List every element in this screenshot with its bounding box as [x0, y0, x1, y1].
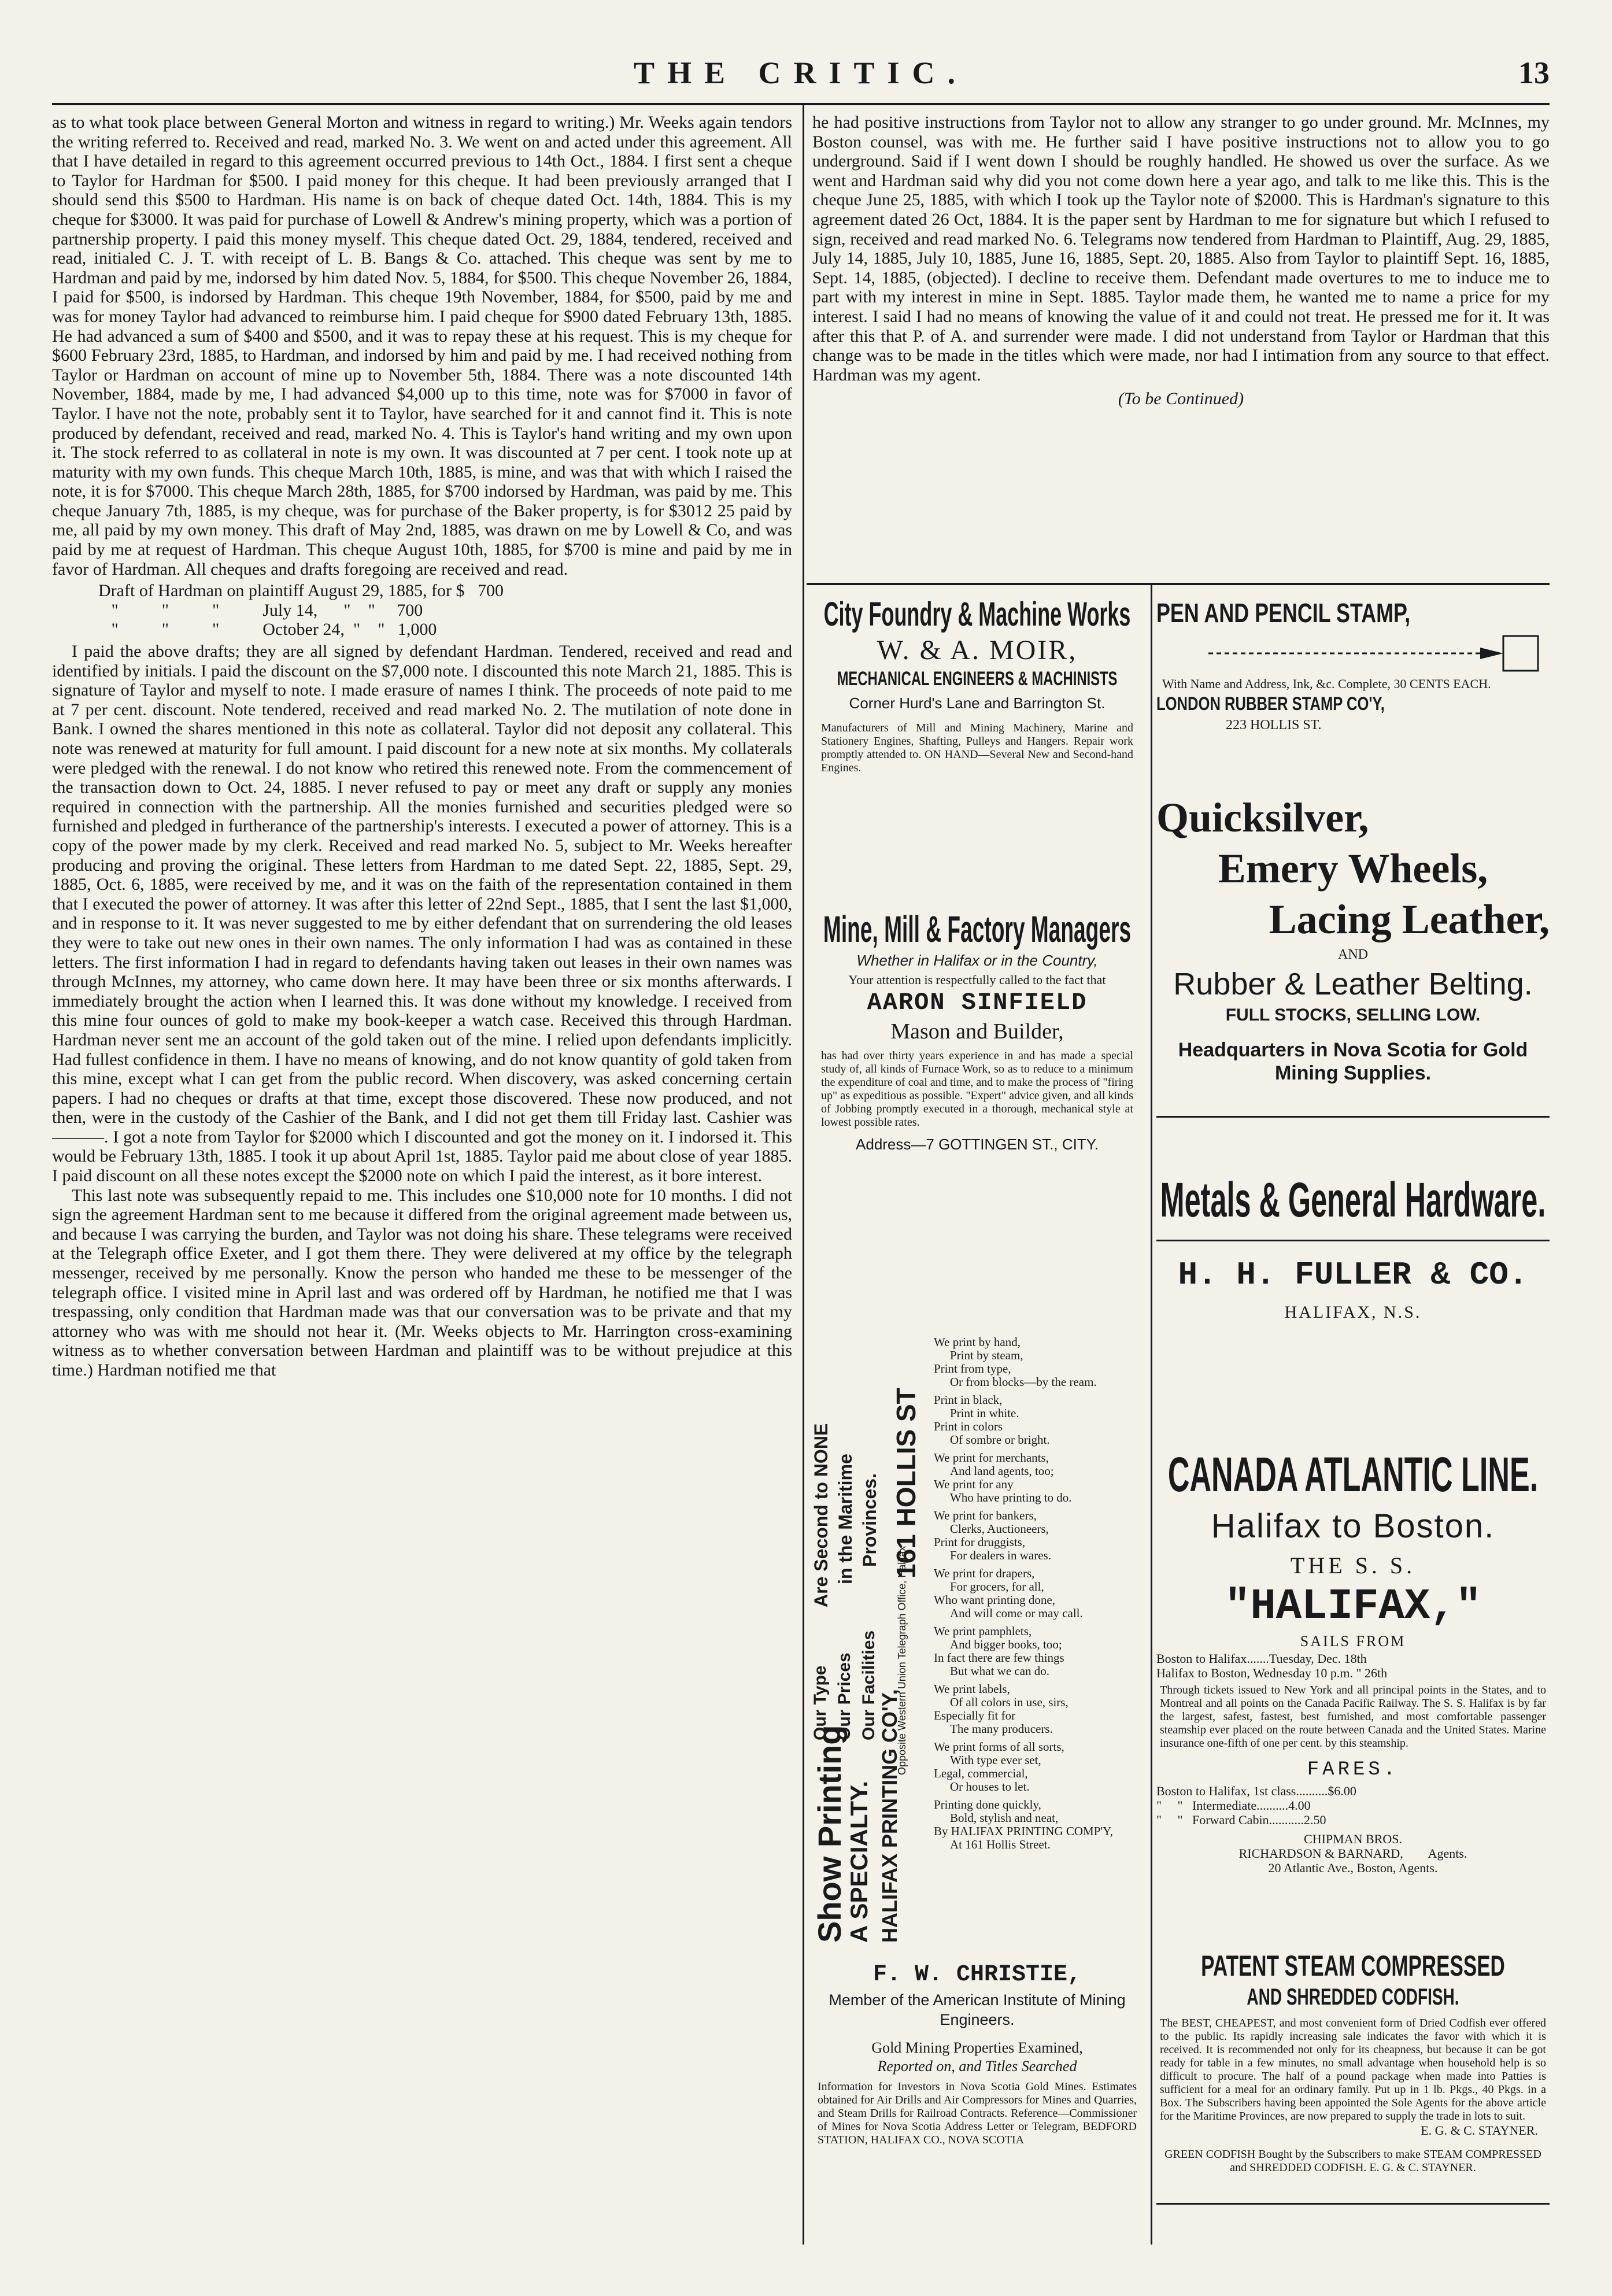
vertical-text: HALIFAX PRINTING CO'Y,	[878, 1689, 901, 1943]
to-be-continued: (To be Continued)	[1118, 389, 1244, 409]
article-paragraph: This last note was subsequently repaid to me. This includes one $10,000 note for 10 months. I did not sign the agreement Hardman sent to me because it differed from the original agreement made between us, and because I was carrying the burden, and Taylor was not doing his share. These telegrams were received at the Telegraph office Exeter, and I got them there. They were delivered at my office by the telegraph messenger, received by me personally. Know the person who handed me these to be messenger of the telegraph office. I visited mine in April last and was ordered off by Hardman, he notified me that I was trespassing, only condition that Hardman made was that our conversation was to be private and that my attorney who was with me should not hear it. (Mr. Weeks objects to Mr. Harrington cross-examining witness as to whether conversation between Hardman and plaintiff was to be without prejudice at this time.) Hardman notified me that	[52, 1185, 792, 1380]
ad-and: AND	[1338, 947, 1368, 962]
printing-verses	[934, 1336, 1145, 1856]
vertical-text: A SPECIALTY.	[845, 1780, 872, 1943]
ad-body: With Name and Address, Ink, &c. Complete, 30 CENTS EACH.	[1162, 676, 1491, 691]
ad-divider	[1156, 1116, 1550, 1118]
vertical-text: Our Facilities	[859, 1630, 878, 1740]
verse-line: For grocers, for all,	[950, 1580, 1044, 1593]
verse	[934, 1336, 1145, 1389]
ad-halifax-printing	[809, 1336, 1145, 1949]
ad-attention: Your attention is respectfully called to the fact that	[848, 973, 1106, 987]
verse-line: Especially fit for	[934, 1709, 1016, 1722]
verse-line: Who have printing to do.	[950, 1491, 1072, 1504]
ad-divider	[1156, 2203, 1550, 2205]
verse	[934, 1740, 1145, 1794]
ad-agents: 20 Atlantic Ave., Boston, Agents.	[1268, 1861, 1438, 1875]
verse-line: Bold, stylish and neat,	[950, 1811, 1059, 1825]
ad-fare: " " Forward Cabin...........2.50	[1156, 1813, 1326, 1827]
ad-aaron-sinfield	[809, 908, 1145, 1324]
verse-line: Of all colors in use, sirs,	[950, 1695, 1068, 1709]
ad-hh-fuller	[1156, 1168, 1550, 1457]
verse-line: We print labels,	[934, 1682, 1010, 1696]
verse-line: Clerks, Auctioneers,	[950, 1522, 1049, 1536]
verse-line: And bigger books, too;	[950, 1637, 1062, 1651]
ad-firm: W. & A. MOIR,	[877, 635, 1078, 665]
article-column-right	[812, 113, 1550, 575]
ad-ship-name: "HALIFAX,"	[1224, 1583, 1482, 1631]
draft-line: " " " July 14, " " 700	[98, 600, 423, 620]
ad-title: PEN AND PENCIL STAMP,	[1156, 598, 1411, 628]
verse	[934, 1567, 1145, 1620]
vertical-text: Provinces.	[859, 1473, 880, 1567]
verse	[934, 1451, 1145, 1504]
verse	[934, 1625, 1145, 1678]
vertical-text: Show Printing	[811, 1725, 848, 1943]
verse-line: Print in white.	[950, 1406, 1019, 1420]
ad-name: F. W. CHRISTIE,	[872, 1962, 1082, 1988]
ad-quicksilver	[1156, 792, 1550, 1162]
verse-line: Print by steam,	[950, 1348, 1023, 1362]
verse	[934, 1393, 1145, 1447]
verse-line: Print for druggists,	[934, 1535, 1026, 1549]
ad-subtitle: Whether in Halifax or in the Country,	[856, 952, 1098, 969]
ad-fare: " " Intermediate..........4.00	[1156, 1798, 1311, 1813]
article-paragraph: I paid the above drafts; they are all signed by defendant Hardman. Tendered, received and read and identified by initials. I paid the discount on the $7,000 note. I discounted this note March 21, 1885. This is signature of Taylor and myself to note. I made erasure of names I think. The proceeds of note paid to me at 7 per cent. discount. Note tendered, received and read marked No. 2. The mutilation of note done in Bank. I owned the shares mentioned in this note as collateral. Taylor did not deposit any collateral. This note was renewed at maturity for full amount. I paid discount for a new note at six months. My collaterals were pledged with the renewal. I do not know who retired this renewed note. From the commencement of the transaction down to Oct. 24, 1885. I never refused to pay or meet any draft or supply any monies required in connection with the partnership. All the monies furnished and securities pledged were so furnished and pledged in furtherance of the partnership's interests. I executed a power of attorney. This is a copy of the power made by my clerk. Received and read marked No. 5, subject to Mr. Weeks hereafter producing and proving the original. These letters from Hardman to me dated Sept. 22, 1885, Sept. 29, 1885, Oct. 6, 1885, were received by me, and it was on the faith of the representation contained in them that I executed the power of attorney. It was after this letter of 22nd Sept., 1885, that I sent the last $1,000, and in response to it. It was never suggested to me by either defendant that on surrendering the old leases they were to take out new ones in their own names. The only information I had was as contained in these letters. The first information I had in regard to defendants having taken out leases in their own names was through McInnes, my attorney, who came down here. It may have been three or six months afterwards. I immediately brought the action when I learned this. It was done without my knowledge. I received from this mine four ounces of gold to make my book-keeper a watch case. Received this through Hardman. Hardman never sent me an account of the gold taken out of the mine. I relied upon defendants implicitly. Had fullest confidence in them. I have no means of knowing, and do not know quantity of gold taken from this mine, except what I can get from the public record. When discovery, was asked concerning certain papers. I had no cheques or drafts at that time, except those discovered. These now produced, and not then, were in the custody of the Cashier of the Bank, and I did not get them till Friday last. Cashier was———. I got a note from Taylor for $2000 which I discounted and got the money on it. I indorsed it. This would be February 13th, 1885. I took it up about April 1st, 1885. Taylor paid me about close of year 1885. I paid discount on all these notes except the $2000 note on which I paid the interest, as it bore interest.	[52, 642, 792, 1186]
ad-signature: E. G. & C. STAYNER.	[1421, 2123, 1538, 2138]
article-column-left	[52, 113, 792, 2246]
ad-line: Headquarters in Nova Scotia for Gold Mining Supplies.	[1178, 1039, 1528, 1084]
pen-stamp-icon	[1156, 630, 1550, 676]
ad-name: H. H. FULLER & CO.	[1178, 1256, 1528, 1293]
verse-line: Who want printing done,	[934, 1593, 1055, 1607]
ad-line: FULL STOCKS, SELLING LOW.	[1225, 1005, 1481, 1025]
verse-line: In fact there are few things	[934, 1651, 1064, 1665]
ad-address: Address—7 GOTTINGEN ST., CITY.	[856, 1136, 1099, 1153]
verse-line: We print pamphlets,	[934, 1624, 1032, 1638]
article-continuation: he had positive instructions from Taylor not to allow any stranger to go under ground. Mr. McInnes, my Boston counsel, was with me. He further said I have positive instructions not to allow you to go underground. Said if I went down I should be roughly handled. He showed us over the surface. As we went and Hardman said why did you not come down here a year ago, and talk to me like this. This is the cheque June 25, 1885, with which I took up the Taylor note of $2000. This is Hardman's signature to this agreement dated 26 Oct, 1884. It is the paper sent by Hardman to me for signature but which I refused to sign, received and read marked No. 6. Telegrams now tendered from Hardman to Plaintiff, Aug. 29, 1885, July 14, 1885, July 10, 1885, June 16, 1885, Sept. 20, 1885. Also from Taylor to plaintiff Sept. 16, 1885, Sept. 14, 1885, (objected). I decline to receive them. Defendant made overtures to me to induce me to part with my interest in mine in Sept. 1885. Taylor made them, he wanted me to name a price for my interest. I said I had no means of knowing the value of it and could not treat. He pressed me for it. It was after this that P. of A. and surrender were made. I did not understand from Taylor or Hardman that this change was to be made in the titles which were made, nor had I intimation from any source to that effect. Hardman was my agent.	[812, 113, 1550, 384]
draft-line: Draft of Hardman on plaintiff August 29, 1885, for $ 700	[98, 581, 504, 601]
ad-city: HALIFAX, N.S.	[1284, 1303, 1422, 1322]
verse-line: Of sombre or bright.	[950, 1433, 1050, 1447]
header-rule	[52, 103, 1550, 105]
ad-agents: CHIPMAN BROS.	[1304, 1832, 1402, 1846]
verse-line: For dealers in wares.	[950, 1548, 1051, 1562]
ad-city-foundry	[809, 596, 1145, 919]
masthead: THE CRITIC.	[633, 56, 968, 90]
verse-line: But what we can do.	[950, 1664, 1050, 1678]
ad-line: Gold Mining Properties Examined,	[871, 2039, 1083, 2056]
verse-line: Or from blocks—by the ream.	[950, 1375, 1097, 1389]
ad-body: Information for Investors in Nova Scotia Gold Mines. Estimates obtained for Air Drills and Air Compressors for Mines and Quarries, and Steam Drills for Railroad Contracts. Reference—Commissioner of Mines for Nova Scotia Address Letter or Telegram, BEDFORD STATION, HALIFAX CO., NOVA SCOTIA	[818, 2080, 1137, 2146]
ad-body: The BEST, CHEAPEST, and most convenient form of Dried Codfish ever offered to the public. Its rapidly increasing sale indicates the favor with which it is received. It is recommended not only for its cheapness, but because it can be got ready for table in a few minutes, no small advantage when household help is so difficult to procure. The half of a pound package when made into Patties is sufficient for a meal for an ordinary family. Put up in 1 lb. Pkgs., 40 Pkgs. in a Box. The Subscribers having been appointed the Sole Agents for the above article for the Maritime Provinces, are now prepared to supply the trade in lots to suit.	[1160, 2017, 1546, 2123]
ad-fare: Boston to Halifax, 1st class..........$6.00	[1156, 1784, 1356, 1798]
verse-line: Print in black,	[934, 1393, 1003, 1407]
ad-line: Quicksilver,	[1156, 794, 1369, 841]
verse-line: Printing done quickly,	[934, 1798, 1041, 1811]
page-header	[52, 55, 1550, 101]
ad-name: AARON SINFIELD	[867, 989, 1088, 1016]
ad-subtitle: MECHANICAL ENGINEERS & MACHINISTS	[837, 668, 1118, 690]
vertical-text: Are Second to NONE	[811, 1423, 831, 1607]
vertical-text: Our Type	[811, 1665, 830, 1740]
verse	[934, 1683, 1145, 1736]
ad-company: LONDON RUBBER STAMP CO'Y,	[1156, 693, 1385, 714]
page-number: 13	[1518, 56, 1550, 90]
ad-body: Through tickets issued to New York and all principal points in the States, and to Montreal and all points on the Canada Pacific Railway. The S. S. Halifax is by far the largest, safest, fastest, best furnished, and most comfortable passenger steamship ever placed on the route between Canada and the United States. Marine insurance one-fifth of one per cent. by this steamship.	[1160, 1684, 1546, 1750]
ad-title: CANADA ATLANTIC LINE.	[1167, 1447, 1539, 1502]
article-paragraph: as to what took place between General Morton and witness in regard to writing.) Mr. Weeks again tendors the writing referred to. Received and read, marked No. 3. We went on and acted under this agreement. All that I have detailed in regard to this agreement occurred previous to 14th Oct., 1884. I first sent a cheque to Taylor for Hardman for $500. I paid money for this cheque. It had been previously arranged that I should send this $500 to Hardman. His name is on back of cheque dated Oct. 14th, 1884. This is my cheque for $3000. It was paid for purchase of Lowell & Andrew's mining property, which was a portion of partnership property. I paid this money myself. This cheque dated Oct. 29, 1884, tendered, received and read, initialed C. J. T. with receipt of L. B. Bangs & Co. attached. This cheque was sent by me to Hardman and paid by me, indorsed by him dated Nov. 5, 1884, for $500. This cheque November 26, 1884, I paid for $500, is indorsed by Hardman. This cheque 19th November, 1884, for $500, paid by me and was for money Taylor had advanced to reimburse him. I paid cheque for $900 dated February 13th, 1885. He had advanced a sum of $400 and $500, and it was to repay these at his request. This is my cheque for $600 February 23rd, 1885, to Hardman, and indorsed by him and paid by me. I had received nothing from Taylor or Hardman on account of mine up to November 5th, 1884. There was a note discounted 14th November, 1884, made by me, I had advanced $4,000 up to this time, note was for $7000 in favor of Taylor. I have not the note, probably sent it to Taylor, have searched for it and cannot find it. This is note produced by defendant, received and read, marked No. 4. This is Taylor's hand writing and my own upon it. The stock referred to as collateral in note is my own. It was discounted at 7 per cent. I took note up at maturity with my own funds. This cheque March 10th, 1885, is mine, and was that with which I raised the note, it is for $7000. This cheque March 28th, 1885, for $700 indorsed by Hardman, was paid by me. This cheque January 7th, 1885, is my cheque, was for purchase of the Baker property, is for $3012 25 paid by me, all paid by my own money. This draft of May 2nd, 1885, was drawn on me by Lowell & Co, and was paid by me at request of Hardman. This cheque August 10th, 1885, for $700 is mine and paid by me in favor of Hardman. All cheques and drafts foregoing are received and read.	[52, 113, 792, 579]
ads-top-rule	[807, 583, 1550, 585]
verse-line: Legal, commercial,	[934, 1766, 1028, 1780]
verse-line: With type ever set,	[950, 1753, 1041, 1767]
verse-line: We print forms of all sorts,	[934, 1740, 1064, 1754]
verse	[934, 1798, 1145, 1851]
ad-schedule: Boston to Halifax.......Tuesday, Dec. 18th	[1156, 1651, 1367, 1666]
ad-trade: Mason and Builder,	[890, 1019, 1064, 1044]
ad-sails: SAILS FROM	[1300, 1633, 1406, 1650]
column-divider	[803, 105, 804, 2245]
ad-line: Reported on, and Titles Searched	[877, 2058, 1077, 2075]
verse-line: We print for drapers,	[934, 1566, 1035, 1580]
verse-line: We print by hand,	[934, 1336, 1021, 1349]
ad-line: Lacing Leather,	[1269, 896, 1550, 942]
ad-codfish	[1156, 1949, 1550, 2249]
ad-title: Mine, Mill & Factory Managers	[823, 908, 1132, 950]
ad-christie	[809, 1960, 1145, 2249]
vertical-text: in the Maritime	[835, 1454, 856, 1584]
ad-address: Corner Hurd's Lane and Barrington St.	[849, 694, 1106, 712]
ad-title: City Foundry & Machine Works	[823, 596, 1131, 633]
ad-title: PATENT STEAM COMPRESSED	[1201, 1950, 1505, 1982]
ad-divider	[1156, 1240, 1550, 1241]
vertical-text: Opposite Western Union Telegraph Office, Halifax	[896, 1546, 908, 1775]
verse-line: Or houses to let.	[950, 1780, 1030, 1794]
drafts-list	[98, 581, 792, 639]
verse-line: And will come or may call.	[950, 1606, 1083, 1620]
verse-line: We print for any	[934, 1477, 1014, 1491]
ad-schedule: Halifax to Boston, Wednesday 10 p.m. " 26th	[1156, 1666, 1388, 1680]
verse-line: The many producers.	[950, 1722, 1053, 1736]
verse-line: At 161 Hollis Street.	[950, 1837, 1051, 1851]
ad-subtitle: AND SHREDDED CODFISH.	[1247, 1984, 1459, 2010]
ad-canada-atlantic-line	[1156, 1445, 1550, 1943]
ad-pen-pencil-stamp	[1156, 596, 1550, 786]
vertical-text: 161 HOLLIS ST	[891, 1388, 921, 1578]
printing-grid	[809, 1336, 1145, 1949]
verse-line: Print from type,	[934, 1362, 1011, 1376]
verse-line: By HALIFAX PRINTING COMP'Y,	[934, 1824, 1113, 1838]
ad-the-ss: THE S. S.	[1290, 1552, 1416, 1578]
verse	[934, 1509, 1145, 1562]
verse-line: Print in colors	[934, 1419, 1003, 1433]
ad-route: Halifax to Boston.	[1211, 1507, 1495, 1545]
ad-body: Manufacturers of Mill and Mining Machinery, Marine and Stationery Engines, Shafting, Pulleys and Hangers. Repair work promptly attended to. ON HAND—Several New and Second-hand Engines.	[821, 722, 1133, 774]
verse-line: And land agents, too;	[950, 1464, 1054, 1478]
ad-footer: GREEN CODFISH Bought by the Subscribers to make STEAM COMPRESSED and SHREDDED CODFISH. E. G. & C. STAYNER.	[1164, 2148, 1541, 2174]
ad-title: Member of the American Institute of Mining Engineers.	[829, 1991, 1126, 2028]
ad-title: Metals & General Hardware.	[1160, 1173, 1546, 1227]
ad-line: Rubber & Leather Belting.	[1173, 967, 1533, 1001]
ad-address: 223 HOLLIS ST.	[1226, 718, 1322, 733]
ads-column-divider	[1151, 585, 1152, 2245]
ad-line: Emery Wheels,	[1218, 845, 1488, 892]
ad-body: has had over thirty years experience in and has made a special study of, all kinds of Furnace Work, so as to reduce to a minimum the expenditure of coal and time, and to make the process of "firing up" as expeditious as possible. "Expert" advice given, and all kinds of Jobbing promptly executed in a thorough, mechanical style at lowest possible rates.	[821, 1049, 1133, 1129]
ad-agents: RICHARDSON & BARNARD, Agents.	[1238, 1846, 1467, 1861]
verse-line: We print for merchants,	[934, 1451, 1049, 1465]
draft-line: " " " October 24, " " 1,000	[98, 620, 437, 639]
verse-line: We print for bankers,	[934, 1509, 1037, 1522]
ad-fares-title: FARES.	[1307, 1759, 1399, 1781]
vertical-text: Our Prices	[835, 1652, 854, 1740]
